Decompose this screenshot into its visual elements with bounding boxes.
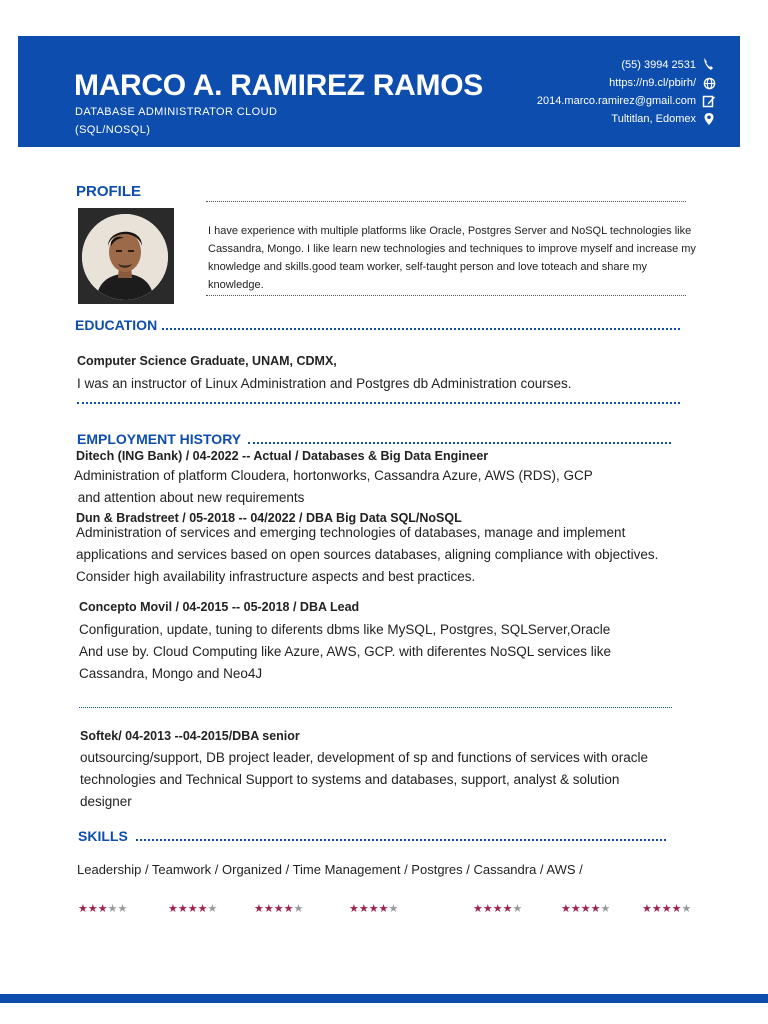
star-filled-icon: ★ bbox=[197, 903, 208, 915]
star-filled-icon: ★ bbox=[78, 903, 88, 915]
star-empty-icon: ★ bbox=[293, 903, 304, 915]
star-filled-icon: ★ bbox=[671, 903, 682, 915]
skills-heading: SKILLS bbox=[78, 828, 128, 844]
job-3-line-3: Cassandra, Mongo and Neo4J bbox=[79, 666, 263, 681]
star-filled-icon: ★ bbox=[570, 903, 581, 915]
star-filled-icon: ★ bbox=[580, 903, 591, 915]
education-divider-bottom bbox=[77, 402, 680, 404]
star-filled-icon: ★ bbox=[263, 903, 274, 915]
star-filled-icon: ★ bbox=[177, 903, 188, 915]
job-3-line-1: Configuration, update, tuning to diferents dbms like MySQL, Postgres, SQLServer,Oracle bbox=[79, 622, 611, 637]
avatar bbox=[82, 214, 168, 300]
star-filled-icon: ★ bbox=[482, 903, 493, 915]
job-4-line-1: outsourcing/support, DB project leader, development of sp and functions of services with oracle bbox=[80, 750, 649, 765]
job-4-line-3: designer bbox=[80, 794, 132, 809]
profile-summary: I have experience with multiple platforms like Oracle, Postgres Server and NoSQL technologies like Cassandra, Mongo. I like learn new technologies and techniques to improve myself and increase my knowledge and skills.good team worker, self-taught person and love toteach and share my knowledge. bbox=[208, 225, 696, 291]
star-empty-icon: ★ bbox=[107, 903, 118, 915]
job-2-description bbox=[76, 522, 658, 588]
website-link[interactable]: https://n9.cl/pbirh/ bbox=[609, 77, 696, 89]
contact-email[interactable] bbox=[537, 92, 696, 110]
employment-divider bbox=[248, 442, 671, 444]
star-filled-icon: ★ bbox=[492, 903, 503, 915]
star-filled-icon: ★ bbox=[642, 903, 652, 915]
location-text: Tultitlan, Edomex bbox=[611, 113, 696, 125]
contact-phone bbox=[537, 56, 696, 74]
candidate-name: MARCO A. RAMIREZ RAMOS bbox=[74, 69, 483, 102]
star-filled-icon: ★ bbox=[349, 903, 359, 915]
skill-rating-2 bbox=[168, 902, 217, 915]
skill-rating-7 bbox=[642, 902, 691, 915]
star-filled-icon: ★ bbox=[473, 903, 483, 915]
star-filled-icon: ★ bbox=[254, 903, 264, 915]
phone-icon bbox=[702, 57, 716, 71]
star-empty-icon: ★ bbox=[207, 903, 218, 915]
star-filled-icon: ★ bbox=[97, 903, 108, 915]
star-empty-icon: ★ bbox=[512, 903, 523, 915]
profile-heading: PROFILE bbox=[76, 183, 142, 200]
star-filled-icon: ★ bbox=[187, 903, 198, 915]
star-filled-icon: ★ bbox=[661, 903, 672, 915]
skills-list: Leadership / Teamwork / Organized / Time Management / Postgres / Cassandra / AWS / bbox=[77, 862, 583, 877]
job-divider bbox=[79, 707, 672, 708]
job-4-title: Softek/ 04-2013 --04-2015/DBA senior bbox=[80, 729, 300, 743]
title-line-1: DATABASE ADMINISTRATOR CLOUD bbox=[75, 106, 278, 118]
skill-rating-3 bbox=[254, 902, 303, 915]
phone-text: (55) 3994 2531 bbox=[621, 59, 696, 71]
star-filled-icon: ★ bbox=[273, 903, 284, 915]
contact-location bbox=[537, 110, 696, 128]
contact-list bbox=[537, 56, 696, 128]
job-2-line-3: Consider high availability infrastructure aspects and best practices. bbox=[76, 569, 476, 584]
job-3-description bbox=[79, 619, 611, 685]
profile-photo bbox=[78, 208, 174, 304]
job-2-line-2: applications and services based on open sources databases, aligning compliance with objectives. bbox=[76, 547, 659, 562]
skill-rating-5 bbox=[473, 902, 522, 915]
star-empty-icon: ★ bbox=[388, 903, 399, 915]
education-divider bbox=[162, 328, 680, 330]
star-filled-icon: ★ bbox=[368, 903, 379, 915]
job-2-line-1: Administration of services and emerging technologies of databases, manage and implement bbox=[76, 525, 626, 540]
job-4-description bbox=[80, 747, 648, 813]
star-empty-icon: ★ bbox=[681, 903, 692, 915]
contact-website[interactable] bbox=[537, 74, 696, 92]
job-2-title: Dun & Bradstreet / 05-2018 -- 04/2022 / DBA Big Data SQL/NoSQL bbox=[76, 511, 462, 525]
star-filled-icon: ★ bbox=[358, 903, 369, 915]
star-filled-icon: ★ bbox=[561, 903, 571, 915]
education-detail: I was an instructor of Linux Administration and Postgres db Administration courses. bbox=[77, 376, 572, 391]
star-filled-icon: ★ bbox=[378, 903, 389, 915]
skill-rating-1 bbox=[78, 902, 127, 915]
star-filled-icon: ★ bbox=[502, 903, 513, 915]
edit-icon bbox=[702, 94, 716, 108]
profile-divider-bottom bbox=[206, 295, 686, 296]
job-1-title: Ditech (ING Bank) / 04-2022 -- Actual / Databases & Big Data Engineer bbox=[76, 449, 489, 463]
star-empty-icon: ★ bbox=[117, 903, 128, 915]
globe-icon bbox=[702, 77, 716, 91]
job-1-description bbox=[74, 465, 593, 509]
job-4-line-2: technologies and Technical Support to systems and databases, support, analyst & solution bbox=[80, 772, 620, 787]
star-empty-icon: ★ bbox=[600, 903, 611, 915]
skills-divider bbox=[136, 839, 666, 841]
header-banner bbox=[18, 36, 740, 147]
job-3-title: Concepto Movil / 04-2015 -- 05-2018 / DBA Lead bbox=[79, 600, 360, 614]
employment-heading: EMPLOYMENT HISTORY bbox=[77, 431, 242, 447]
education-degree: Computer Science Graduate, UNAM, CDMX, bbox=[77, 354, 337, 368]
skill-rating-4 bbox=[349, 902, 398, 915]
title-line-2: (SQL/NOSQL) bbox=[75, 124, 151, 136]
education-heading: EDUCATION bbox=[75, 317, 158, 333]
star-filled-icon: ★ bbox=[168, 903, 178, 915]
job-3-line-2: And use by. Cloud Computing like Azure, AWS, GCP. with diferentes NoSQL services like bbox=[79, 644, 611, 659]
email-link[interactable]: 2014.marco.ramirez@gmail.com bbox=[536, 95, 696, 107]
job-1-line-1: Administration of platform Cloudera, hortonworks, Cassandra Azure, AWS (RDS), GCP bbox=[74, 468, 593, 483]
location-pin-icon bbox=[702, 112, 716, 126]
star-filled-icon: ★ bbox=[87, 903, 98, 915]
skill-rating-6 bbox=[561, 902, 610, 915]
candidate-title bbox=[75, 103, 277, 139]
star-filled-icon: ★ bbox=[590, 903, 601, 915]
star-filled-icon: ★ bbox=[651, 903, 662, 915]
profile-divider-top bbox=[206, 201, 686, 202]
footer-bar bbox=[0, 994, 768, 1003]
job-1-line-2: and attention about new requirements bbox=[74, 490, 305, 505]
star-filled-icon: ★ bbox=[283, 903, 294, 915]
